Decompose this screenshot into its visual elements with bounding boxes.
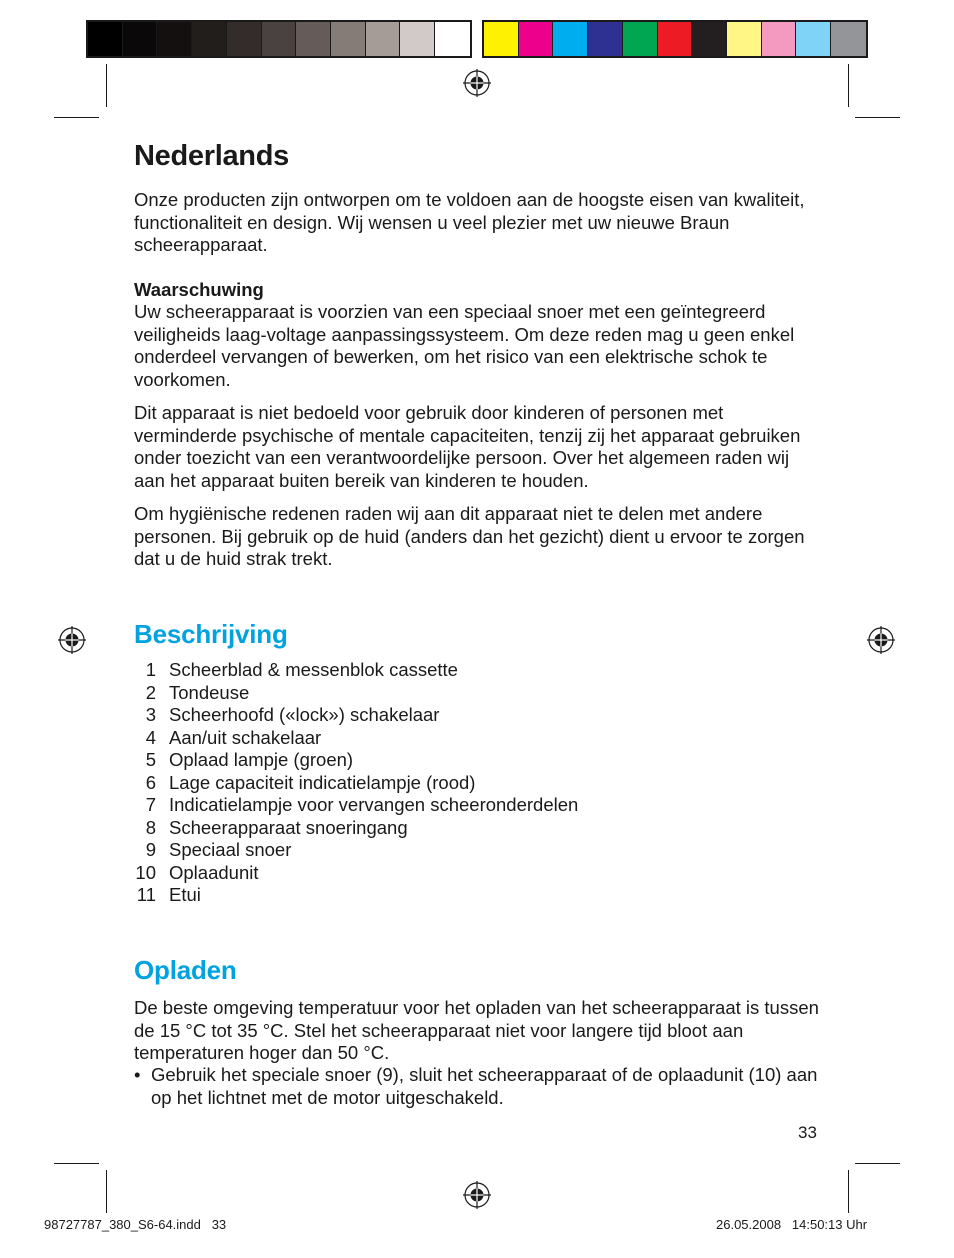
list-item-number: 2 [145,681,156,703]
color-swatch [553,22,588,56]
list-item [134,817,578,840]
list-item-label: Scheerhoofd («lock») schakelaar [169,704,440,725]
list-item-number: 4 [145,726,156,748]
color-swatch [88,22,123,56]
color-swatch [623,22,658,56]
registration-mark-icon [866,625,896,655]
crop-mark [54,1163,99,1164]
registration-mark-icon [462,1180,492,1210]
color-swatch [400,22,435,56]
list-item-label: Aan/uit schakelaar [169,726,322,748]
registration-mark-icon [57,625,87,655]
color-swatch [796,22,831,56]
color-swatch [366,22,401,56]
list-item-label: Scheerblad & messenblok cassette [169,659,458,680]
description-heading: Beschrijving [134,619,288,649]
crop-mark [848,1170,849,1213]
list-item-number: 9 [145,839,156,860]
color-swatch [831,22,866,56]
page-title: Nederlands [134,140,289,172]
list-item [134,839,578,862]
list-item-label: Oplaad lampje (groen) [169,749,354,770]
charging-paragraph: De beste omgeving temperatuur voor het opladen van het scheerapparaat is tussen de 15 °C tot 35 °C. Stel het scheerapparaat niet voor langere tijd bloot aan temperaturen hoger dan 50 °C. [134,997,819,1063]
color-swatch [227,22,262,56]
list-item-number: 5 [145,749,156,770]
list-item-number: 6 [145,771,156,793]
bullet-symbol: • [134,1064,141,1085]
list-item-number: 7 [145,794,156,815]
page-number: 33 [798,1123,817,1142]
list-item [134,862,578,885]
warning-heading: Waarschuwing [134,279,264,300]
color-swatch [435,22,470,56]
color-swatch [157,22,192,56]
color-swatch [123,22,158,56]
color-swatch [331,22,366,56]
footer-timestamp: 26.05.2008 14:50:13 Uhr [716,1217,868,1232]
list-item [134,749,578,772]
list-item-number: 8 [145,816,156,838]
color-swatch [192,22,227,56]
color-calibration-bar [482,20,868,58]
warning-paragraph-3: Om hygiënische redenen raden wij aan dit apparaat niet te delen met andere personen. Bij gebruik op de huid (anders dan het gezicht) dient u ervoor te zorgen dat u de huid strak trekt. [134,503,805,569]
crop-mark [106,1170,107,1213]
registration-mark-icon [462,68,492,98]
color-swatch [484,22,519,56]
color-swatch [727,22,762,56]
list-item-label: Indicatielampje voor vervangen scheeronderdelen [169,794,579,815]
color-swatch [519,22,554,56]
crop-mark [106,64,107,107]
list-item-label: Lage capaciteit indicatielampje (rood) [169,771,476,793]
color-swatch [296,22,331,56]
color-swatch [588,22,623,56]
warning-paragraph-1: Uw scheerapparaat is voorzien van een speciaal snoer met een geïntegreerd veiligheids laag-voltage aanpassingssysteem. Om deze reden mag u geen enkel onderdeel vervangen of bewerken, om het risico van een elektrische schok te voorkomen. [134,301,795,390]
crop-mark [855,117,900,118]
charging-bullet-text: Gebruik het speciale snoer (9), sluit het scheerapparaat of de oplaadunit (10) aan op het lichtnet met de motor uitgeschakeld. [151,1064,818,1108]
color-swatch [262,22,297,56]
list-item-number: 10 [135,861,156,883]
list-item-label: Speciaal snoer [169,839,292,860]
list-item [134,659,578,682]
list-item-number: 1 [145,659,156,680]
list-item-number: 3 [145,704,156,725]
color-swatch [692,22,727,56]
intro-paragraph: Onze producten zijn ontworpen om te voldoen aan de hoogste eisen van kwaliteit, functionaliteit en design. Wij wensen u veel plezier met uw nieuwe Braun scheerapparaat. [134,189,805,255]
list-item-label: Scheerapparaat snoeringang [169,816,408,838]
warning-paragraph-2: Dit apparaat is niet bedoeld voor gebruik door kinderen of personen met verminderde psychische of mentale capaciteiten, tenzij zij het apparaat gebruiken onder toezicht van een verantwoordelijke persoon. Over het algemeen raden wij aan het apparaat buiten bereik van kinderen te houden. [134,402,801,491]
list-item-label: Tondeuse [169,681,250,703]
list-item-number: 11 [136,884,156,905]
list-item [134,884,578,907]
list-item [134,682,578,705]
parts-list [134,659,578,907]
list-item-label: Etui [169,884,201,905]
footer-file-info: 98727787_380_S6-64.indd 33 [44,1217,227,1232]
color-swatch [762,22,797,56]
crop-mark [855,1163,900,1164]
charging-heading: Opladen [134,955,237,985]
list-item [134,772,578,795]
grayscale-calibration-bar [86,20,472,58]
color-swatch [658,22,693,56]
crop-mark [848,64,849,107]
list-item [134,727,578,750]
list-item-label: Oplaadunit [169,861,259,883]
list-item [134,794,578,817]
crop-mark [54,117,99,118]
list-item [134,704,578,727]
